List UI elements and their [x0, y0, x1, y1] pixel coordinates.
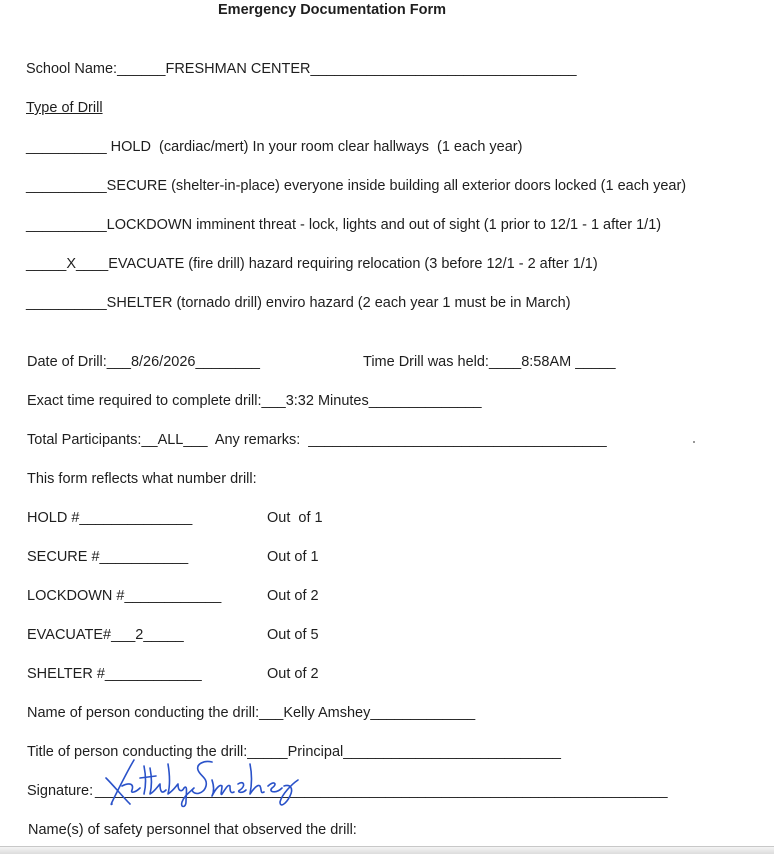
exact-time-field: Exact time required to complete drill:___3:32 Minutes______________ — [27, 393, 482, 409]
conductor-name-field: Name of person conducting the drill:___Kelly Amshey_____________ — [27, 705, 476, 721]
participants-remarks-field: Total Participants:__ALL___ Any remarks: _____________________________________ — [27, 432, 607, 448]
signature-label: Signature: — [27, 783, 94, 799]
lockdown-out-of: Out of 2 — [267, 588, 319, 604]
shelter-count-field: SHELTER #____________ — [27, 666, 202, 682]
school-name-field: School Name:______FRESHMAN CENTER_________________________________ — [26, 61, 577, 77]
shelter-out-of: Out of 2 — [267, 666, 319, 682]
signature-handwriting — [100, 756, 310, 812]
form-title: Emergency Documentation Form — [218, 2, 447, 18]
date-of-drill-field: Date of Drill:___8/26/2026________ — [27, 354, 260, 370]
hold-out-of: Out of 1 — [267, 510, 323, 526]
signature-rule: _______________________________________________________________________ — [95, 783, 668, 799]
drill-option-hold: __________ HOLD (cardiac/mert) In your room clear hallways (1 each year) — [26, 139, 523, 155]
conductor-title-field: Title of person conducting the drill:_____Principal___________________________ — [27, 744, 561, 760]
hold-count-field: HOLD #______________ — [27, 510, 193, 526]
secure-out-of: Out of 1 — [267, 549, 319, 565]
drill-option-evacuate: _____X____EVACUATE (fire drill) hazard requiring relocation (3 before 12/1 - 2 after 1/1) — [26, 256, 598, 272]
safety-personnel-field: Name(s) of safety personnel that observed the drill: — [28, 822, 357, 838]
evacuate-count-field: EVACUATE#___2_____ — [27, 627, 184, 643]
type-of-drill-heading: Type of Drill — [26, 100, 103, 116]
lockdown-count-field: LOCKDOWN #____________ — [27, 588, 222, 604]
time-drill-held-field: Time Drill was held:____8:58AM _____ — [363, 354, 616, 370]
evacuate-out-of: Out of 5 — [267, 627, 319, 643]
drill-option-shelter: __________SHELTER (tornado drill) enviro hazard (2 each year 1 must be in March) — [26, 295, 571, 311]
drill-option-secure: __________SECURE (shelter-in-place) everyone inside building all exterior doors locked (1 each year) — [26, 178, 687, 194]
secure-count-field: SECURE #___________ — [27, 549, 189, 565]
scan-speck — [693, 441, 695, 443]
drill-option-lockdown: __________LOCKDOWN imminent threat - lock, lights and out of sight (1 prior to 12/1 - 1 after 1/1) — [26, 217, 662, 233]
drill-number-heading: This form reflects what number drill: — [27, 471, 257, 487]
